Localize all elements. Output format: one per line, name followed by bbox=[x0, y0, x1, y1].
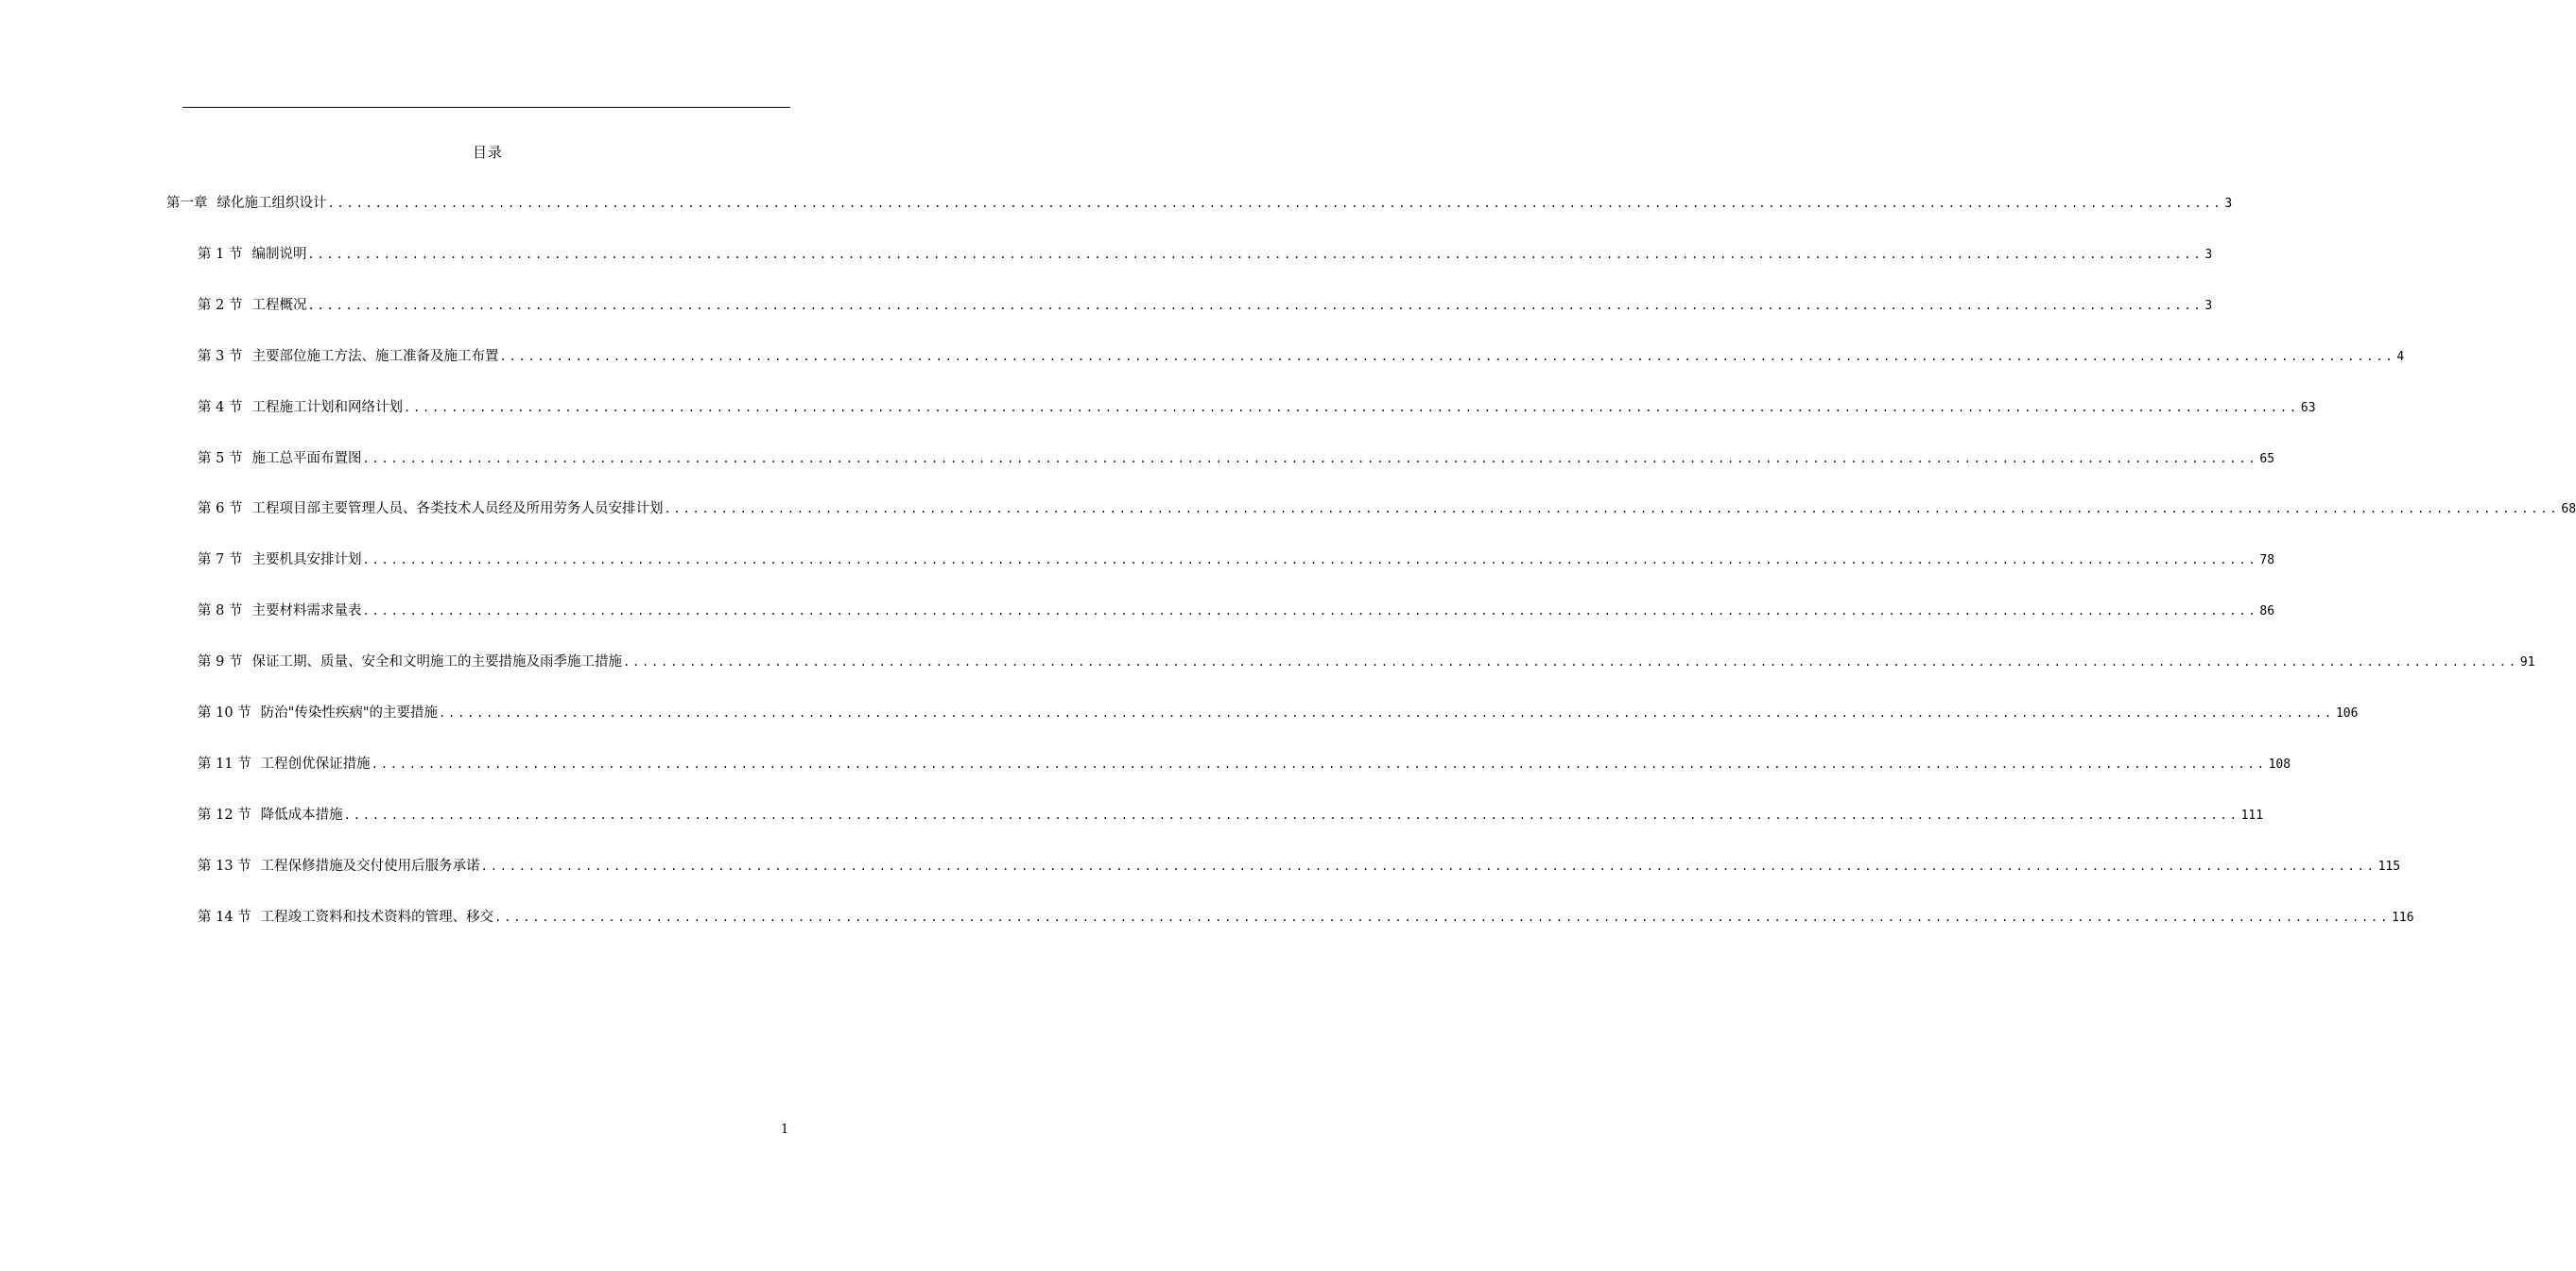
toc-entry-label bbox=[198, 498, 663, 519]
toc-entry-number: 第 14 节 bbox=[198, 909, 251, 925]
toc-entry-page: 108 bbox=[2268, 757, 2291, 772]
toc-entry[interactable] bbox=[198, 244, 2213, 265]
toc-entry-leader: ........................................................................................................................................................................................................ bbox=[343, 808, 2239, 822]
toc-entry-page: 86 bbox=[2259, 604, 2275, 619]
toc-entry-label bbox=[198, 601, 361, 621]
toc-entry-leader: ........................................................................................................................................................................................................ bbox=[307, 298, 2204, 312]
toc-entry-title: 主要机具安排计划 bbox=[251, 552, 362, 568]
toc-entry-page: 111 bbox=[2240, 808, 2264, 823]
toc-entry-number: 第一章 bbox=[166, 196, 208, 211]
toc-entry[interactable] bbox=[198, 549, 2275, 570]
toc-entry-leader: ........................................................................................................................................................................................................ bbox=[499, 349, 2395, 363]
toc-entry-page: 63 bbox=[2300, 400, 2316, 415]
toc-entry-label bbox=[198, 397, 403, 418]
toc-entry-leader: ........................................................................................................................................................................................................ bbox=[494, 910, 2391, 924]
toc-entry-page: 65 bbox=[2259, 451, 2275, 466]
toc-entry-page: 116 bbox=[2392, 910, 2414, 925]
toc-entry[interactable] bbox=[198, 498, 2576, 519]
toc-entry-number: 第 3 节 bbox=[198, 348, 243, 364]
toc-entry-page: 3 bbox=[2204, 247, 2213, 262]
toc-entry-leader: ........................................................................................................................................................................................................ bbox=[362, 451, 2258, 465]
toc-entry-number: 第 5 节 bbox=[198, 450, 243, 466]
toc-entry-label bbox=[166, 193, 327, 214]
page-number: 1 bbox=[781, 1123, 789, 1137]
toc-entry-title: 主要部位施工方法、施工准备及施工布置 bbox=[251, 348, 499, 364]
toc-entry[interactable] bbox=[198, 346, 2405, 367]
toc-entry-number: 第 11 节 bbox=[198, 756, 251, 772]
toc-entry-leader: ........................................................................................................................................................................................................ bbox=[403, 400, 2299, 414]
toc-entry[interactable] bbox=[198, 397, 2316, 418]
toc-entry-label bbox=[198, 652, 622, 672]
toc-entry-label bbox=[198, 856, 480, 877]
toc-entry-title: 降低成本措施 bbox=[260, 807, 343, 823]
toc-entry-leader: ........................................................................................................................................................................................................ bbox=[622, 655, 2518, 670]
toc-entry-page: 78 bbox=[2259, 553, 2275, 568]
toc-entry-number: 第 10 节 bbox=[198, 705, 251, 721]
toc-entry-leader: ........................................................................................................................................................................................................ bbox=[480, 859, 2377, 873]
toc-entry-page: 91 bbox=[2519, 655, 2535, 670]
toc-entry-leader: ........................................................................................................................................................................................................ bbox=[307, 247, 2204, 261]
toc-entry-title: 绿化施工组织设计 bbox=[216, 196, 327, 211]
toc-entry[interactable] bbox=[198, 601, 2275, 621]
toc-entry-title: 主要材料需求量表 bbox=[251, 603, 362, 619]
toc-entry-label bbox=[198, 754, 371, 775]
toc-entry-page: 4 bbox=[2396, 349, 2405, 364]
toc-entry-title: 保证工期、质量、安全和文明施工的主要措施及雨季施工措施 bbox=[251, 654, 622, 670]
toc-entry-title: 施工总平面布置图 bbox=[251, 450, 362, 466]
toc-entry-label bbox=[198, 346, 498, 367]
toc-title: 目录 bbox=[472, 144, 503, 161]
toc-entry-label bbox=[198, 295, 306, 316]
toc-entry-title: 工程保修措施及交付使用后服务承诺 bbox=[260, 858, 480, 874]
toc-entry[interactable] bbox=[198, 703, 2359, 723]
toc-entry-title: 工程竣工资料和技术资料的管理、移交 bbox=[260, 909, 494, 925]
toc-entry-page: 106 bbox=[2335, 706, 2359, 721]
toc-entry-title: 工程创优保证措施 bbox=[260, 756, 371, 772]
toc-entry-leader: ........................................................................................................................................................................................................ bbox=[371, 757, 2267, 771]
toc-entry-title: 编制说明 bbox=[251, 246, 307, 262]
toc-entry-number: 第 13 节 bbox=[198, 858, 251, 874]
toc-entry-leader: ........................................................................................................................................................................................................ bbox=[327, 197, 2223, 210]
toc-entry-page: 115 bbox=[2377, 859, 2401, 874]
toc-entry-label bbox=[198, 907, 493, 928]
toc-entry-number: 第 7 节 bbox=[198, 552, 243, 568]
toc-entry[interactable] bbox=[198, 856, 2401, 877]
toc-entry[interactable] bbox=[198, 652, 2535, 672]
toc-entry-leader: ........................................................................................................................................................................................................ bbox=[362, 604, 2258, 618]
toc-entry-title: 防治"传染性疾病"的主要措施 bbox=[260, 705, 439, 721]
toc-entry-page: 3 bbox=[2224, 197, 2233, 211]
toc-entry-number: 第 8 节 bbox=[198, 603, 243, 619]
toc-entry-number: 第 2 节 bbox=[198, 297, 243, 313]
toc-entry-number: 第 1 节 bbox=[198, 246, 243, 262]
toc-entry-page: 68 bbox=[2561, 502, 2576, 517]
toc-entry-page: 3 bbox=[2204, 298, 2213, 313]
toc-entry-number: 第 9 节 bbox=[198, 654, 243, 670]
toc-entry-leader: ........................................................................................................................................................................................................ bbox=[664, 502, 2560, 516]
toc-entry[interactable] bbox=[198, 907, 2414, 928]
toc-entry-label bbox=[198, 244, 306, 265]
toc-entry-title: 工程项目部主要管理人员、各类技术人员经及所用劳务人员安排计划 bbox=[251, 501, 664, 517]
toc-entry-title: 工程施工计划和网络计划 bbox=[251, 399, 403, 415]
toc-entry[interactable] bbox=[198, 754, 2291, 775]
toc-entry[interactable] bbox=[198, 448, 2275, 469]
toc-entry-title: 工程概况 bbox=[251, 297, 307, 313]
toc-entry-leader: ........................................................................................................................................................................................................ bbox=[362, 553, 2258, 567]
toc-entry-label bbox=[198, 549, 361, 570]
toc-entry-number: 第 6 节 bbox=[198, 501, 243, 517]
toc-entry[interactable] bbox=[198, 295, 2213, 316]
toc-entry-leader: ........................................................................................................................................................................................................ bbox=[439, 706, 2334, 720]
toc-entry-number: 第 12 节 bbox=[198, 807, 251, 823]
toc-entry-label bbox=[198, 703, 438, 723]
toc-entry-number: 第 4 节 bbox=[198, 399, 243, 415]
toc-entry-label bbox=[198, 448, 361, 469]
toc-entry[interactable] bbox=[166, 193, 2233, 214]
toc-entry[interactable] bbox=[198, 805, 2264, 826]
toc-entry-label bbox=[198, 805, 343, 826]
